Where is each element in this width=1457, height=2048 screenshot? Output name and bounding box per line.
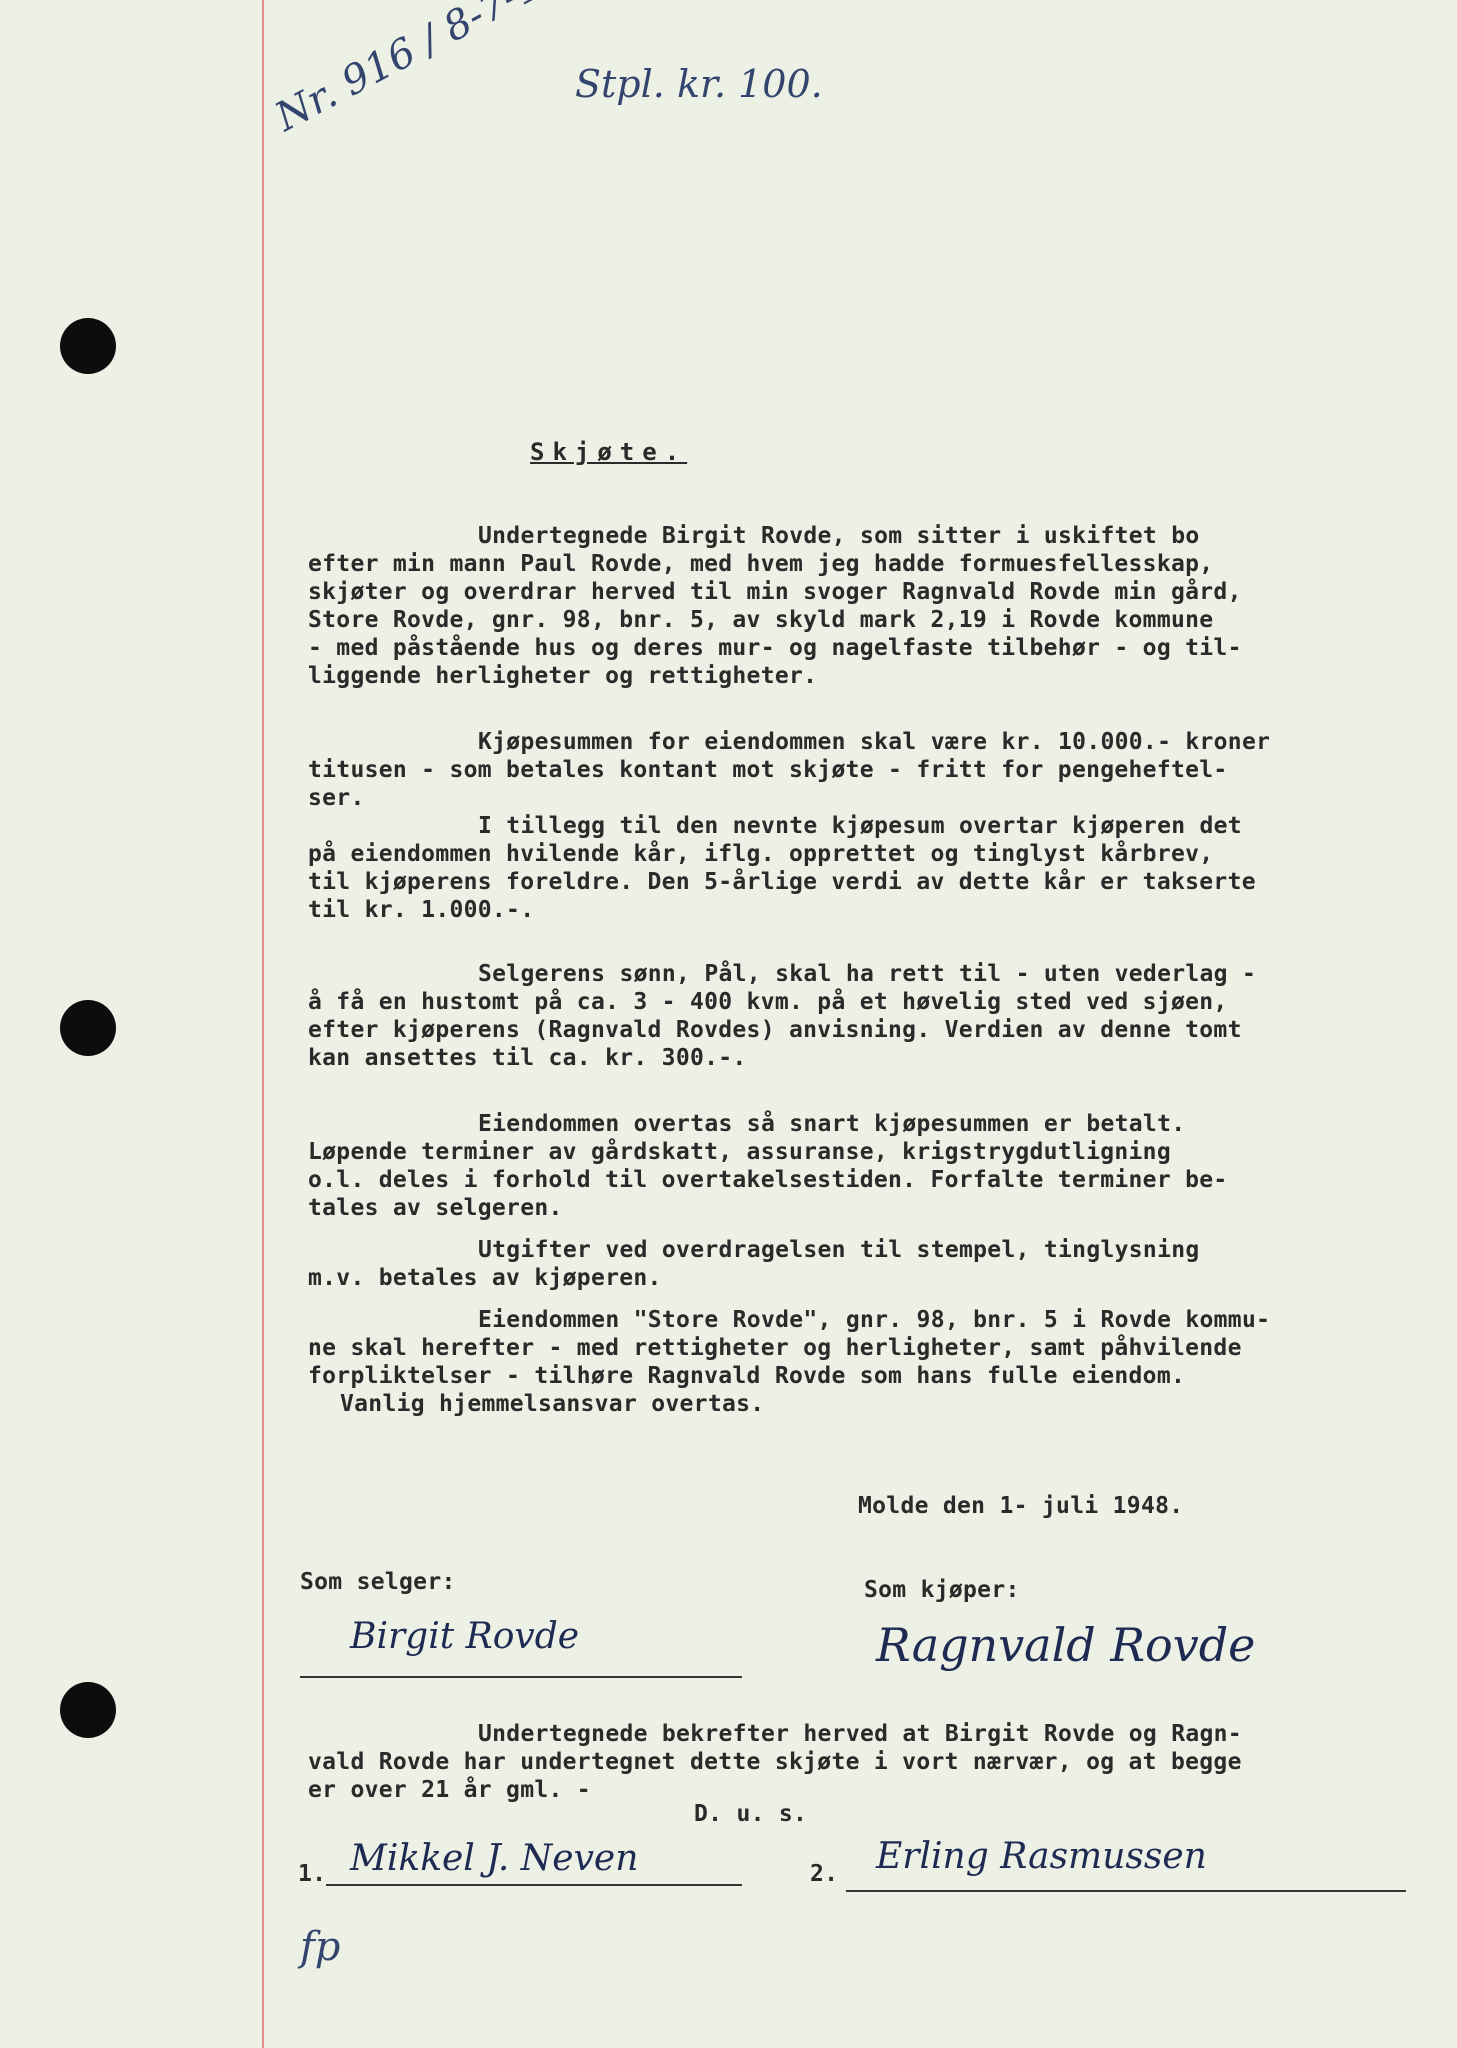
paragraph-text: Eiendommen overtas så snart kjøpesummen er betalt.	[478, 1111, 1186, 1137]
date-line: Molde den 1- juli 1948.	[858, 1493, 1184, 1519]
paragraph-text: ser.	[308, 785, 365, 811]
paragraph-text: tales av selgeren.	[308, 1195, 563, 1221]
paragraph-text: - med påstående hus og deres mur- og nagelfaste tilbehør - og til-	[308, 635, 1242, 661]
witness-1-signature-line	[326, 1884, 742, 1886]
paragraph-text: liggende herligheter og rettigheter.	[308, 663, 818, 689]
paragraph-text: Vanlig hjemmelsansvar overtas.	[340, 1391, 765, 1417]
seller-label: Som selger:	[300, 1569, 456, 1595]
paragraph-text: Undertegnede bekrefter herved at Birgit Rovde og Ragn-	[478, 1721, 1242, 1747]
paragraph-text: ne skal herefter - med rettigheter og herligheter, samt påhvilende	[308, 1335, 1242, 1361]
paragraph-text: på eiendommen hvilende kår, iflg. opprettet og tinglyst kårbrev,	[308, 841, 1214, 867]
witness-2-number: 2.	[810, 1861, 839, 1887]
dus-line: D. u. s.	[694, 1801, 808, 1827]
paragraph-text: Eiendommen "Store Rovde", gnr. 98, bnr. 5 i Rovde kommu-	[478, 1307, 1271, 1333]
punch-hole	[60, 318, 116, 374]
paragraph-text: titusen - som betales kontant mot skjøte - fritt for pengeheftel-	[308, 757, 1228, 783]
buyer-label: Som kjøper:	[864, 1577, 1020, 1603]
paragraph-text: I tillegg til den nevnte kjøpesum overtar kjøperen det	[478, 813, 1242, 839]
paragraph-text: til kr. 1.000.-.	[308, 897, 535, 923]
paragraph-text: o.l. deles i forhold til overtakelsestiden. Forfalte terminer be-	[308, 1167, 1228, 1193]
paragraph-text: Løpende terminer av gårdskatt, assuranse, krigstrygdutligning	[308, 1139, 1171, 1165]
seller-signature: Birgit Rovde	[350, 1616, 580, 1657]
paragraph-text: til kjøperens foreldre. Den 5-årlige verdi av dette kår er takserte	[308, 869, 1256, 895]
paragraph-text: Store Rovde, gnr. 98, bnr. 5, av skyld mark 2,19 i Rovde kommune	[308, 607, 1214, 633]
clerk-initials: fp	[300, 1924, 341, 1970]
punch-hole	[60, 1682, 116, 1738]
paragraph-text: forpliktelser - tilhøre Ragnvald Rovde som hans fulle eiendom.	[308, 1363, 1186, 1389]
paragraph-text: efter min mann Paul Rovde, med hvem jeg hadde formuesfellesskap,	[308, 551, 1214, 577]
document-title: Skjøte.	[530, 438, 688, 466]
paragraph-text: m.v. betales av kjøperen.	[308, 1265, 662, 1291]
paragraph-text: er over 21 år gml. -	[308, 1777, 591, 1803]
punch-hole	[60, 1000, 116, 1056]
witness-1-number: 1.	[298, 1861, 327, 1887]
paragraph-text: Utgifter ved overdragelsen til stempel, tinglysning	[478, 1237, 1200, 1263]
seller-signature-line	[300, 1676, 742, 1678]
paragraph-text: vald Rovde har undertegnet dette skjøte i vort nærvær, og at begge	[308, 1749, 1242, 1775]
paragraph-text: Undertegnede Birgit Rovde, som sitter i uskiftet bo	[478, 523, 1200, 549]
paragraph-text: efter kjøperens (Ragnvald Rovdes) anvisning. Verdien av denne tomt	[308, 1017, 1242, 1043]
witness-2-signature-line	[846, 1890, 1406, 1892]
paragraph-text: kan ansettes til ca. kr. 300.-.	[308, 1045, 747, 1071]
paragraph-text: Kjøpesummen for eiendommen skal være kr. 10.000.- kroner	[478, 729, 1271, 755]
stamp-fee-note: Stpl. kr. 100.	[575, 62, 823, 106]
buyer-signature: Ragnvald Rovde	[876, 1618, 1256, 1672]
witness-2-signature: Erling Rasmussen	[876, 1836, 1207, 1877]
paragraph-text: Selgerens sønn, Pål, skal ha rett til - uten vederlag -	[478, 961, 1257, 987]
paragraph-text: skjøter og overdrar herved til min svoger Ragnvald Rovde min gård,	[308, 579, 1242, 605]
paragraph-text: å få en hustomt på ca. 3 - 400 kvm. på et høvelig sted ved sjøen,	[308, 989, 1228, 1015]
witness-1-signature: Mikkel J. Neven	[350, 1838, 639, 1879]
margin-line	[262, 0, 264, 2048]
